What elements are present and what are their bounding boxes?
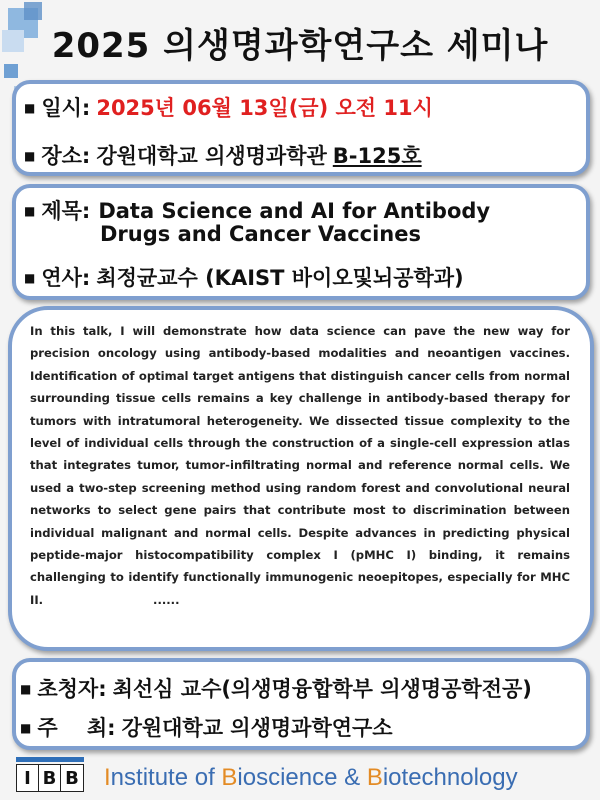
page-title: 2025 의생명과학연구소 세미나 <box>51 26 549 66</box>
subject-row <box>24 195 490 225</box>
inviter-row <box>20 673 532 703</box>
institute-part: nstitute of <box>110 764 222 791</box>
bullet-icon: ■ <box>20 721 32 735</box>
institute-initial: I <box>104 764 111 791</box>
ibb-logo <box>16 764 84 792</box>
logo-letter: I <box>17 765 39 791</box>
logo-letter: B <box>39 765 61 791</box>
speaker-label: 연사: <box>41 266 91 290</box>
date-row <box>24 92 433 122</box>
subject-label: 제목: <box>41 199 91 223</box>
speaker-value: 최정균교수 (KAIST 바이오및뇌공학과) <box>96 266 464 290</box>
subject-line-1: Data Science and AI for Antibody <box>98 199 491 223</box>
subject-row-2 <box>100 222 421 246</box>
bullet-icon: ■ <box>24 149 36 163</box>
organizer-value: 강원대학교 의생명과학연구소 <box>121 716 393 740</box>
abstract-body: In this talk, I will demonstrate how data science can pave the new way for precision oncology using antibody-based modalities and neoantigen vaccines. Identification of optimal target antigens that distinguish cancer cells from normal surrounding tissue cells remains a key challenge in antibody-based therapy for tumors with intratumoral heterogeneity. We dissected tissue complexity to the level of individual cells through the construction of a single-cell expression atlas that integrates tumor, tumor-infiltrating normal and reference normal cells. We used a two-step screening method using random forest and convolutional neural networks to select gene pairs that contribute most to discrimination between individual malignant and normal cells. Despite advances in predicting physical peptide-major histocompatibility complex I (pMHC I) binding, it remains challenging to identify functionally immunogenic neoepitopes, especially for MHC II. <box>30 324 570 607</box>
place-label: 장소: <box>41 144 91 168</box>
date-label: 일시: <box>41 96 91 120</box>
place-value: 강원대학교 의생명과학관 <box>96 144 327 168</box>
institute-part: iotechnology <box>382 764 518 791</box>
bullet-icon: ■ <box>20 682 32 696</box>
logo-accent-bar <box>16 757 84 762</box>
bullet-icon: ■ <box>24 271 36 285</box>
abstract-text <box>30 320 570 611</box>
institute-initial: B <box>221 764 238 791</box>
institute-name <box>104 764 518 792</box>
organizer-row <box>20 712 393 742</box>
institute-part: ioscience & <box>237 764 367 791</box>
organizer-label: 주 최: <box>37 716 116 740</box>
speaker-row <box>24 262 464 292</box>
place-row <box>24 140 422 170</box>
room-number: B-125호 <box>332 144 422 168</box>
logo-letter: B <box>65 767 79 789</box>
inviter-label: 초청자: <box>37 677 107 701</box>
institute-initial: B <box>366 764 383 791</box>
date-value: 2025년 06월 13일(금) 오전 11시 <box>96 96 433 120</box>
inviter-value: 최선심 교수(의생명융합학부 의생명공학전공) <box>112 677 532 701</box>
subject-line-2: Drugs and Cancer Vaccines <box>100 222 421 246</box>
bullet-icon: ■ <box>24 101 36 115</box>
abstract-ellipsis: ...... <box>153 592 180 607</box>
bullet-icon: ■ <box>24 204 36 218</box>
